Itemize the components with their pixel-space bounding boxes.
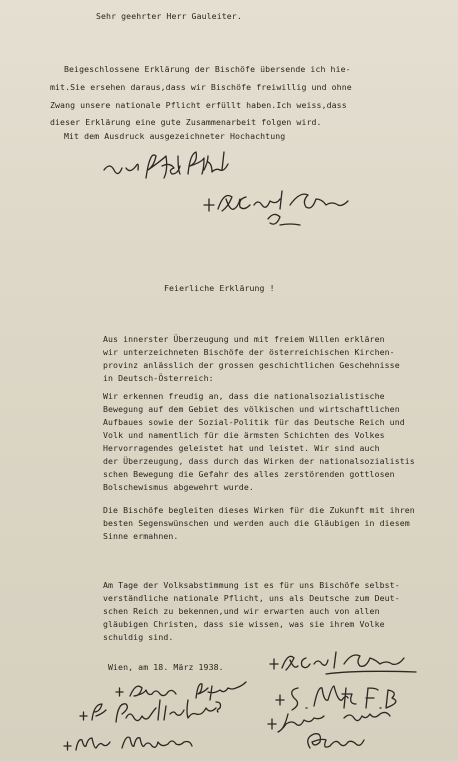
letter-line-4: dieser Erklärung eine gute Zusammenarbeit folgen wird. xyxy=(50,117,322,127)
declaration-line: schen Reich zu bekennen,und wir erwarten auch von allen xyxy=(103,606,380,616)
letter-signature-innitzer xyxy=(198,185,368,237)
signature-memelauer xyxy=(60,730,210,762)
declaration-line: Volk und namentlich für die ärmsten Schichten des Volkes xyxy=(103,430,385,440)
declaration-line: Die Bischöfe begleiten dieses Wirken für die Zukunft mit ihren xyxy=(103,505,415,515)
handwritten-greeting xyxy=(100,148,230,188)
declaration-line: schen Bewegung die Gefahr des alles zerstörenden gottlosen xyxy=(103,469,395,479)
declaration-line: provinz anlässlich der grossen geschichtlichen Geschehnisse xyxy=(103,360,400,370)
declaration-line: in Deutsch-Österreich: xyxy=(103,373,214,383)
declaration-line: Hervorragendes geleistet hat und leistet. Wir sind auch xyxy=(103,443,380,453)
declaration-line: wir unterzeichneten Bischöfe der österreichischen Kirchen- xyxy=(103,347,395,357)
place-date: Wien, am 18. März 1938. xyxy=(108,662,224,672)
letter-line-3: Zwang unsere nationale Pflicht erfüllt haben.Ich weiss,dass xyxy=(50,100,347,110)
declaration-line: Sinne ermahnen. xyxy=(103,531,179,541)
declaration-line: besten Segenswünschen und werden auch die Gläubigen in diesem xyxy=(103,518,410,528)
declaration-title: Feierliche Erklärung ! xyxy=(164,283,275,293)
letter-line-2: mit.Sie ersehen daraus,dass wir Bischöfe freiwillig und ohne xyxy=(50,82,352,92)
declaration-line: Am Tage der Volksabstimmung ist es für uns Bischöfe selbst- xyxy=(103,580,400,590)
salutation: Sehr geehrter Herr Gauleiter. xyxy=(96,11,242,21)
declaration-line: gläubigen Christen, dass sie wissen, was sie ihrem Volke xyxy=(103,619,385,629)
declaration-line: Aus innerster Überzeugung und mit freiem Willen erklären xyxy=(103,334,385,344)
letter-line-1: Beigeschlossene Erklärung der Bischöfe übersende ich hie- xyxy=(64,64,351,74)
declaration-line: verständliche nationale Pflicht, uns als Deutsche zum Deut- xyxy=(103,593,400,603)
letter-closing: Mit dem Ausdruck ausgezeichneter Hochachtung xyxy=(64,131,286,141)
declaration-line: Bolschewismus abgewehrt wurde. xyxy=(103,482,254,492)
declaration-line: schuldig sind. xyxy=(103,632,174,642)
declaration-line: Aufbaues sowie der Sozial-Politik für das Deutsche Reich und xyxy=(103,417,405,427)
declaration-line: Bewegung auf dem Gebiet des völkischen und wirtschaftlichen xyxy=(103,404,400,414)
declaration-line: Wir erkennen freudig an, dass die nationalsozialistische xyxy=(103,391,385,401)
signature-gfoellner xyxy=(264,702,424,758)
declaration-line: der Überzeugung, dass durch das Wirken der nationalsozialistis xyxy=(103,456,415,466)
